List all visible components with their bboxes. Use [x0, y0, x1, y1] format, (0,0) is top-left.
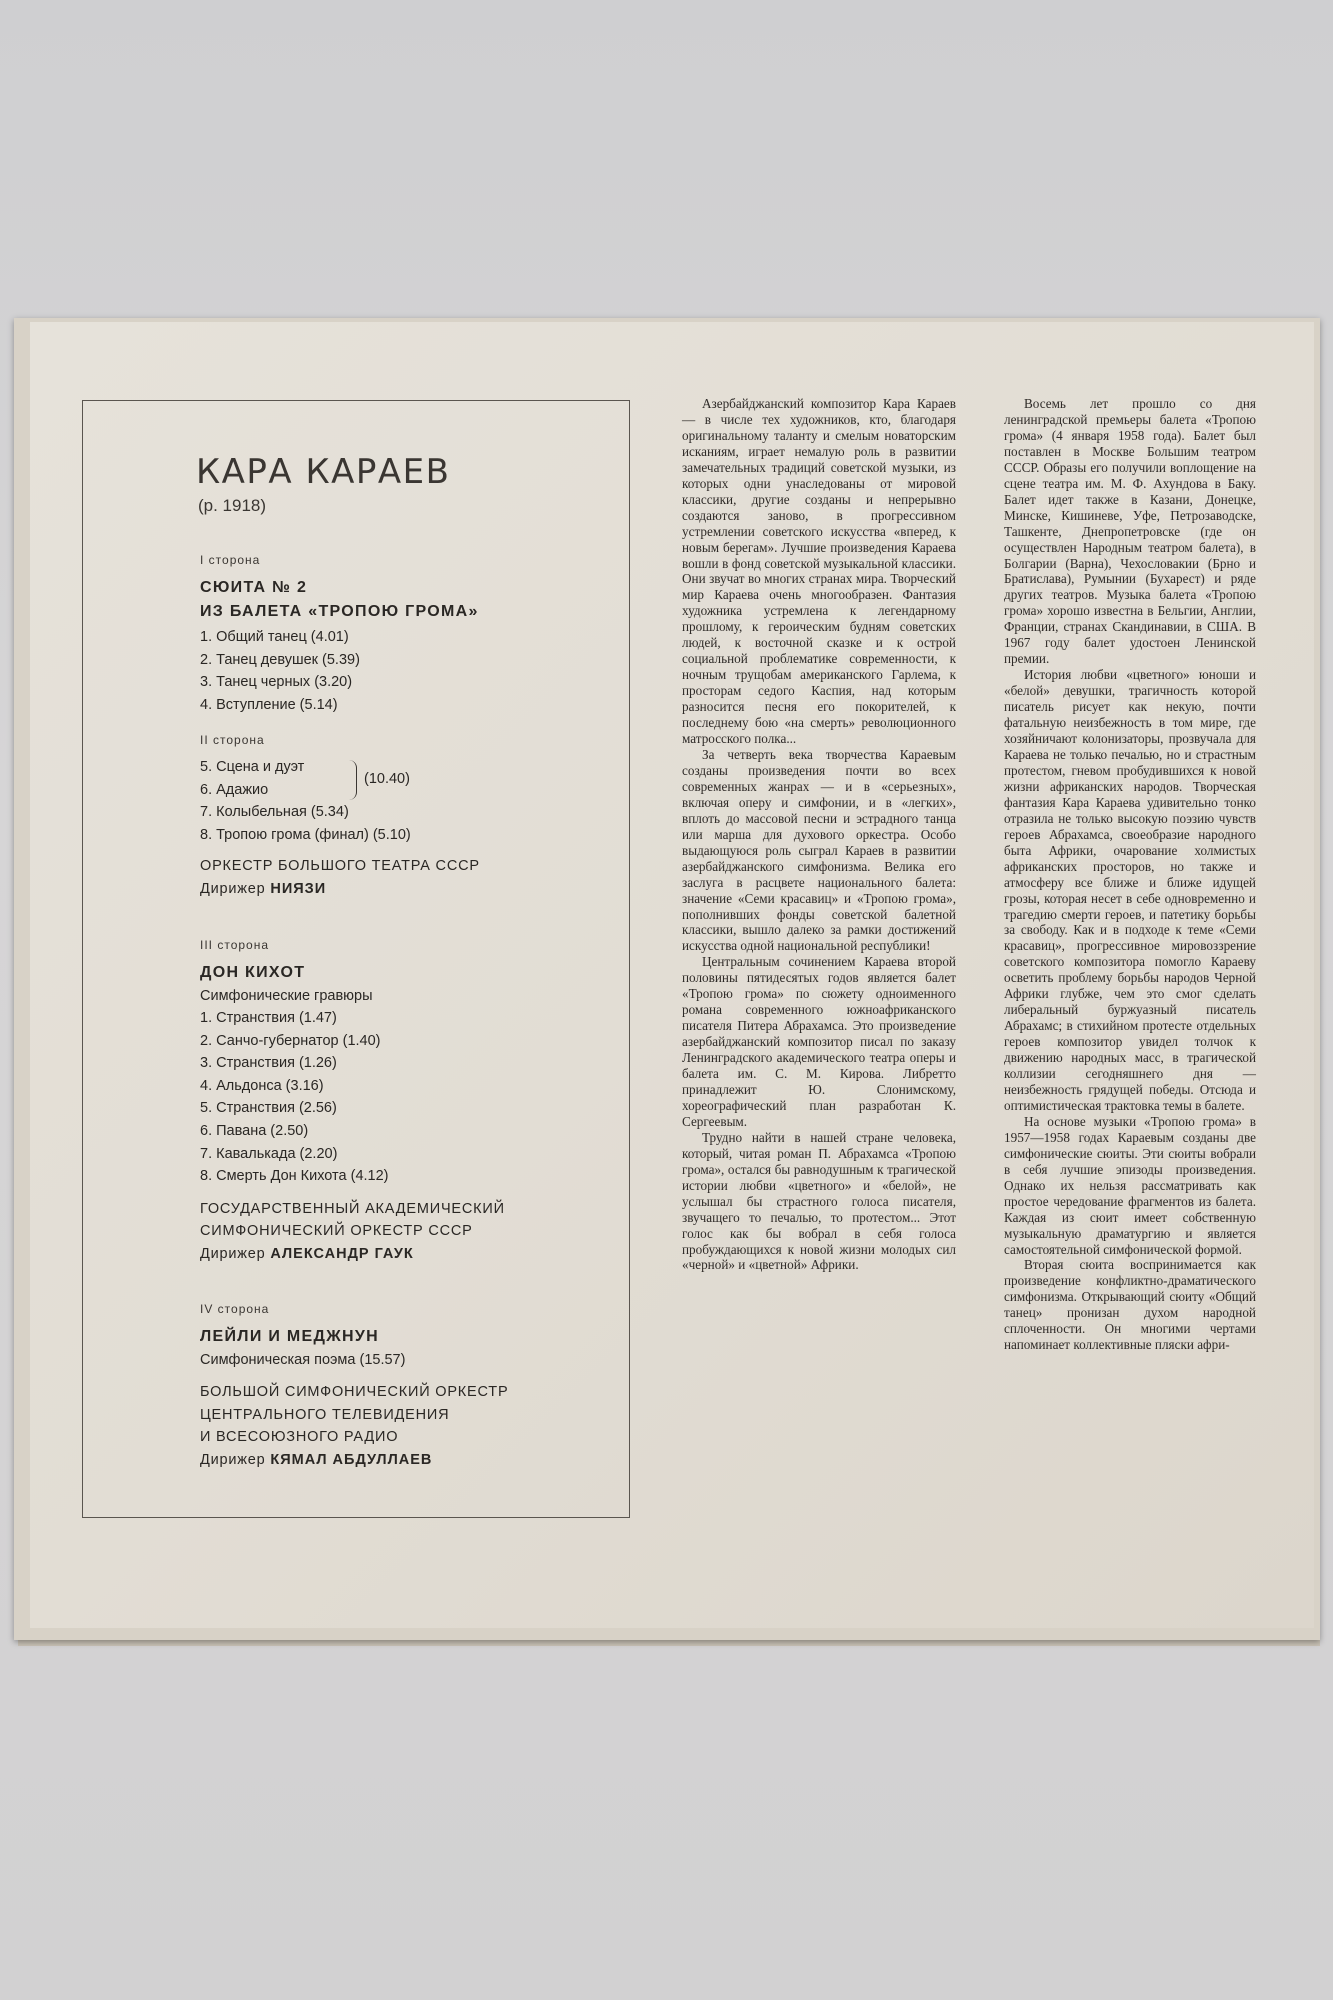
side-4-orchestra-line1: БОЛЬШОЙ СИМФОНИЧЕСКИЙ ОРКЕСТР [200, 1384, 509, 1400]
side-1-title-line2: ИЗ БАЛЕТА «ТРОПОЮ ГРОМА» [200, 603, 479, 620]
track-item: 4. Альдонса (3.16) [200, 1077, 324, 1094]
track-item: 8. Смерть Дон Кихота (4.12) [200, 1168, 389, 1185]
liner-notes-column-2 [1004, 396, 1256, 1353]
side-4-conductor [200, 1449, 508, 1472]
side-3-orchestra-line1: ГОСУДАРСТВЕННЫЙ АКАДЕМИЧЕСКИЙ [200, 1200, 505, 1217]
notes-paragraph: Восемь лет прошло со дня ленинградской премьеры балета «Тропою грома» (4 января 1958 года). Балет был поставлен в Москве Большим театром СССР. Образы его получили воплощение на сцене театра им. М. Ф. Ахундова в Баку. Балет идет также в Казани, Донецке, Минске, Кишиневе, Уфе, Петрозаводске, Ташкенте, Днепропетровске (где он осуществлен Народным театром балета), в Болгарии (Варна), Чехословакии (Брно и Братислава), Румынии (Бухарест) и ряде других театров. Музыка балета «Тропою грома» хорошо известна в Бельгии, Англии, Франции, странах Скандинавии, в США. В 1967 году балет удостоен Ленинской премии. [1004, 396, 1256, 667]
side-2-label: II сторона [200, 733, 265, 747]
side-3-subtitle: Симфонические гравюры [200, 988, 373, 1004]
side-1-title-line1: СЮИТА № 2 [200, 579, 308, 596]
side-3-conductor [200, 1243, 505, 1266]
side-3-block [200, 938, 505, 1266]
side-4-label: IV сторона [200, 1302, 270, 1316]
notes-paragraph: Азербайджанский композитор Кара Караев — в числе тех художников, кто, благодаря оригинальному таланту и смелым новаторским исканиям, играет немалую роль в развитии замечательных традиций советской музыки, из которых одни унаследованы от мировой классики, другие созданы и непрерывно создаются заново, в прогрессивном устремлении советского искусства «вперед, к новым берегам». Лучшие произведения Караева вошли в фонд советской музыкальной классики. Они звучат во многих странах мира. Творческий мир Караева очень многообразен. Фантазия художника устремлена к легендарному прошлому, к героическим будням советских людей, к восточной сказке и к острой социальной проблематике современности, к ночным трущобам американского Гарлема, к просторам седого Каспия, над которым разносится песня его покорителей, к последнему бою «на смерть» революционного матросского полка... [682, 396, 956, 747]
track-item: 5. Странствия (2.56) [200, 1100, 337, 1117]
combined-duration: (10.40) [364, 771, 410, 787]
side-3-orchestra-line2: СИМФОНИЧЕСКИЙ ОРКЕСТР СССР [200, 1223, 473, 1240]
notes-paragraph: За четверть века творчества Караевым созданы произведения почти во всех современных жанрах — и в «серьезных», включая оперу и симфонии, и в «легких», вплоть до массовой песни и эстрадного танца или марша для духового оркестра. Особо выдающуюся роль сыграл Караев в развитии азербайджанского симфонизма. Велика его заслуга в расцвете национального балета: значение «Семи красавиц» и «Тропою грома», пополнивших фонды советской балетной классики, вышло далеко за рамки достижений искусства одной национальной республики! [682, 746, 956, 954]
side-1-block [200, 553, 479, 716]
side-3-title: ДОН КИХОТ [200, 964, 306, 981]
conductor-name: НИЯЗИ [270, 880, 327, 897]
track-item: 4. Вступление (5.14) [200, 696, 338, 713]
track-item: 8. Тропою грома (финал) (5.10) [200, 826, 411, 843]
notes-paragraph: Центральным сочинением Караева второй половины пятидесятых годов является балет «Тропою грома» по сюжету одноименного романа современного южноафриканского писателя Питера Абрахамса. Это произведение азербайджанский композитор писал по заказу Ленинградского академического театра оперы и балета им. С. М. Кирова. Либретто принадлежит Ю. Слонимскому, хореографический план разработан К. Сергеевым. [682, 954, 956, 1129]
notes-paragraph: История любви «цветного» юноши и «белой» девушки, трагичность которой писатель рисует как некую, почти фатальную неизбежность в том мире, где хозяйничают колонизаторы, прозвучала для Караева не только печалью, но и страстным протестом, гневом пробудившихся к новой жизни африканских народов. Творческая фантазия Кара Караева удивительно тонко отразила не только высокую поэзию чувств героев Абрахамса, своеобразие народного быта Африки, очарование холмистых африканских просторов, но также и атмосферу все ближе и ближе идущей грозы, которая несет в себе одновременно и трагедию смерти героев, и патетику борьбы за свободу. Как и в подходе к теме «Семи красавиц», прогрессивное мировоззрение советского композитора помогло Караеву осветить проблему борьбы народов Черной Африки глубже, чем это смог сделать либеральный буржуазный писатель Абрахамс; в стихийном протесте отдельных героев композитор увидел толчок к движению народных масс, в трагической коллизии сегодняшнего дня — неизбежность грядущей победы. Отсюда и оптимистическая трактовка темы в балете. [1004, 667, 1256, 1113]
track-item: 2. Танец девушек (5.39) [200, 651, 360, 668]
track-item: 6. Павана (2.50) [200, 1122, 309, 1139]
track-item: 5. Сцена и дуэт [200, 759, 305, 775]
track-item: 1. Странствия (1.47) [200, 1010, 337, 1026]
side-4-orchestra-line2: ЦЕНТРАЛЬНОГО ТЕЛЕВИДЕНИЯ [200, 1406, 450, 1423]
side-2-orchestra: ОРКЕСТР БОЛЬШОГО ТЕАТРА СССР [200, 858, 480, 875]
notes-paragraph: На основе музыки «Тропою грома» в 1957—1958 годах Караевым созданы две симфонические сюиты. Эти сюиты вобрали в себя лучшие эпизоды произведения. Однако их нельзя рассматривать как простое чередование фрагментов из балета. Каждая из сюит имеет собственную музыкальную драматургию и является самостоятельной симфонической формой. [1004, 1113, 1256, 1257]
track-item: 1. Общий танец (4.01) [200, 629, 349, 645]
notes-paragraph: Трудно найти в нашей стране человека, который, читая роман П. Абрахамса «Тропою грома», остался бы равнодушным к трагической истории любви «цветного» и «белой», не услышал бы страстного голоса писателя, звучащего то печалью, то протестом... Этот голос как бы вобрал в себя голоса пробуждающихся к новой жизни молодых сил «черной» и «цветной» Африки. [682, 1129, 956, 1273]
conductor-name: КЯМАЛ АБДУЛЛАЕВ [270, 1451, 433, 1468]
side-4-orchestra-line3: И ВСЕСОЮЗНОГО РАДИО [200, 1429, 399, 1446]
composer-birth-year: (р. 1918) [198, 496, 267, 515]
brace-mark [346, 760, 357, 800]
track-item: 7. Кавалькада (2.20) [200, 1145, 338, 1162]
track-item: 3. Танец черных (3.20) [200, 674, 353, 691]
side-2-conductor [200, 878, 480, 901]
side-4-subtitle: Симфоническая поэма (15.57) [200, 1352, 406, 1368]
conductor-prefix: Дирижер [200, 1245, 266, 1262]
side-4-title: ЛЕЙЛИ И МЕДЖНУН [200, 1328, 379, 1345]
track-item: 7. Колыбельная (5.34) [200, 804, 349, 821]
conductor-prefix: Дирижер [200, 880, 266, 897]
conductor-prefix: Дирижер [200, 1451, 266, 1468]
liner-notes-column-1 [682, 396, 956, 1273]
side-2-block [200, 733, 480, 901]
track-item: 3. Странствия (1.26) [200, 1055, 337, 1072]
side-3-label: III сторона [200, 938, 270, 952]
composer-name: КАРА КАРАЕВ [196, 452, 451, 492]
track-item: 6. Адажио [200, 781, 269, 798]
side-4-block [200, 1302, 508, 1471]
side-1-label: I сторона [200, 553, 261, 567]
conductor-name: АЛЕКСАНДР ГАУК [270, 1245, 414, 1262]
track-item: 2. Санчо-губернатор (1.40) [200, 1032, 381, 1049]
notes-paragraph: Вторая сюита воспринимается как произведение конфликтно-драматического симфонизма. Открывающий сюиту «Общий танец» пронизан духом народной сплоченности. Он многими чертами напоминает коллективные пляски афри- [1004, 1257, 1256, 1353]
